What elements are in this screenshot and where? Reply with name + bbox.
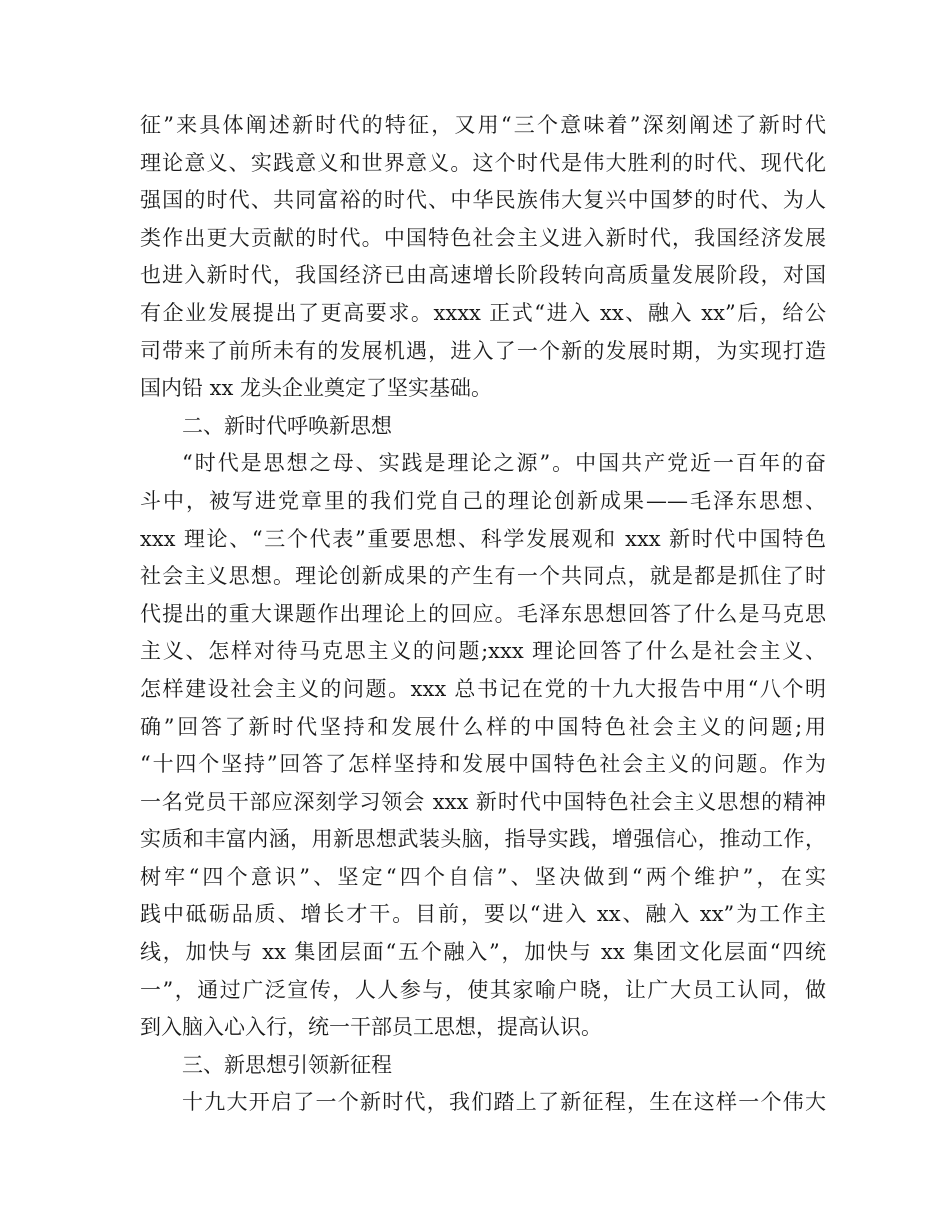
paragraph-line: 实质和丰富内涵，用新思想武装头脑，指导实践，增强信心，推动工作， [140, 827, 826, 852]
paragraph-line: 也进入新时代，我国经济已由高速增长阶段转向高质量发展阶段，对国 [140, 263, 826, 288]
section-heading: 二、新时代呼唤新思想 [182, 413, 392, 438]
paragraph-line: “十四个坚持”回答了怎样坚持和发展中国特色社会主义的问题。作为 [140, 752, 826, 777]
paragraph-line: 代提出的重大课题作出理论上的回应。毛泽东思想回答了什么是马克思 [140, 601, 826, 626]
paragraph-line: 司带来了前所未有的发展机遇，进入了一个新的发展时期，为实现打造 [140, 338, 826, 363]
paragraph-line: 一”，通过广泛宣传，人人参与，使其家喻户晓，让广大员工认同，做 [140, 977, 826, 1002]
paragraph-line: 线，加快与 xx 集团层面“五个融入”，加快与 xx 集团文化层面“四统 [140, 940, 826, 965]
paragraph-line: 树牢“四个意识”、坚定“四个自信”、坚决做到“两个维护”，在实 [140, 864, 826, 889]
section-heading: 三、新思想引领新征程 [182, 1052, 392, 1077]
paragraph-line: 征”来具体阐述新时代的特征，又用“三个意味着”深刻阐述了新时代 [140, 113, 826, 137]
paragraph-line: 一名党员干部应深刻学习领会 xxx 新时代中国特色社会主义思想的精神 [140, 789, 826, 814]
paragraph-line: 类作出更大贡献的时代。中国特色社会主义进入新时代，我国经济发展 [140, 225, 826, 250]
paragraph-line: 主义、怎样对待马克思主义的问题;xxx 理论回答了什么是社会主义、 [140, 639, 826, 664]
paragraph-line: 十九大开启了一个新时代，我们踏上了新征程，生在这样一个伟大 [182, 1090, 826, 1115]
paragraph-line: xxx 理论、“三个代表”重要思想、科学发展观和 xxx 新时代中国特色 [140, 526, 826, 551]
paragraph-line: 斗中，被写进党章里的我们党自己的理论创新成果——毛泽东思想、 [140, 488, 826, 513]
paragraph-line: 社会主义思想。理论创新成果的产生有一个共同点，就是都是抓住了时 [140, 564, 826, 589]
paragraph-line: 国内铅 xx 龙头企业奠定了坚实基础。 [140, 376, 493, 401]
paragraph-line: 践中砥砺品质、增长才干。目前，要以“进入 xx、融入 xx”为工作主 [140, 902, 826, 927]
paragraph-line: 理论意义、实践意义和世界意义。这个时代是伟大胜利的时代、现代化 [140, 150, 826, 175]
document-body [140, 107, 826, 1122]
paragraph-line: 有企业发展提出了更高要求。xxxx 正式“进入 xx、融入 xx”后，给公 [140, 300, 826, 325]
paragraph-line: 确”回答了新时代坚持和发展什么样的中国特色社会主义的问题;用 [140, 714, 826, 739]
paragraph-line: 到入脑入心入行，统一干部员工思想，提高认识。 [140, 1015, 602, 1040]
paragraph-line: 怎样建设社会主义的问题。xxx 总书记在党的十九大报告中用“八个明 [140, 676, 826, 701]
paragraph-line: 强国的时代、共同富裕的时代、中华民族伟大复兴中国梦的时代、为人 [140, 188, 826, 213]
paragraph-line: “时代是思想之母、实践是理论之源”。中国共产党近一百年的奋 [182, 451, 826, 476]
